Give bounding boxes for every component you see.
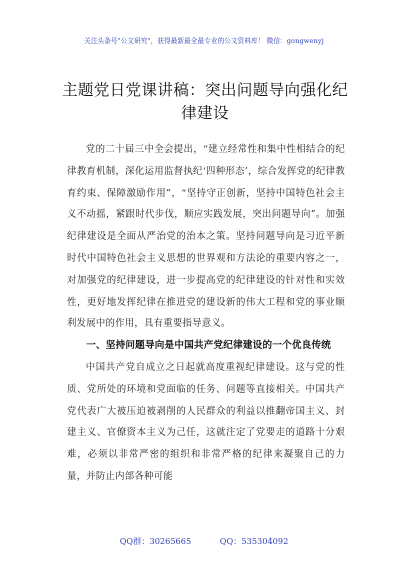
intro-paragraph: 党的二十届三中全会提出，“建立经常性和集中性相结合的纪律教育机制，深化运用监督执纪‘四种形态’，综合发挥党的纪律教育约束、保障激励作用”，“坚持守正创新，坚持中国特色社会主义不动摇，紧跟时代步伐，顺应实践发展，突出问题导向”。加强纪律建设是全面从严治党的治本之策。坚持问题导向是习近平新时代中国特色社会主义思想的世界观和方法论的重要内容之一，对加强党的纪律建设，进一步提高党的纪律建设的针对性和实效性，更好地发挥纪律在推进党的建设新的伟大工程和党的事业顺利发展中的作用，具有重要指导意义。 xyxy=(67,144,345,330)
document-body xyxy=(67,139,345,488)
footer-banner xyxy=(0,536,408,546)
section-paragraph: 中国共产党自成立之日起就高度重视纪律建设。这与党的性质、党所处的环境和党面临的任务、问题等直接相关。中国共产党代表广大被压迫被剥削的人民群众的利益以推翻帝国主义、封建主义、官僚资本主义为己任，这就注定了党要走的道路十分艰难，必须以非常严密的组织和非常严格的纪律来凝聚自己的力量，并防止内部各种可能 xyxy=(67,361,345,482)
section-heading: 一、坚持问题导向是中国共产党纪律建设的一个优良传统 xyxy=(86,340,332,352)
document-title: 主题党日党课讲稿：突出问题导向强化纪律建设 xyxy=(61,81,349,122)
header-banner: 关注头条号"公文研究"，获得最新最全最专业的公文资料库！ 微信：gongwenyj xyxy=(84,37,324,45)
footer-qq-group: QQ群：30265665 xyxy=(119,536,192,546)
footer-qq-contact: QQ：535304092 xyxy=(219,536,289,546)
